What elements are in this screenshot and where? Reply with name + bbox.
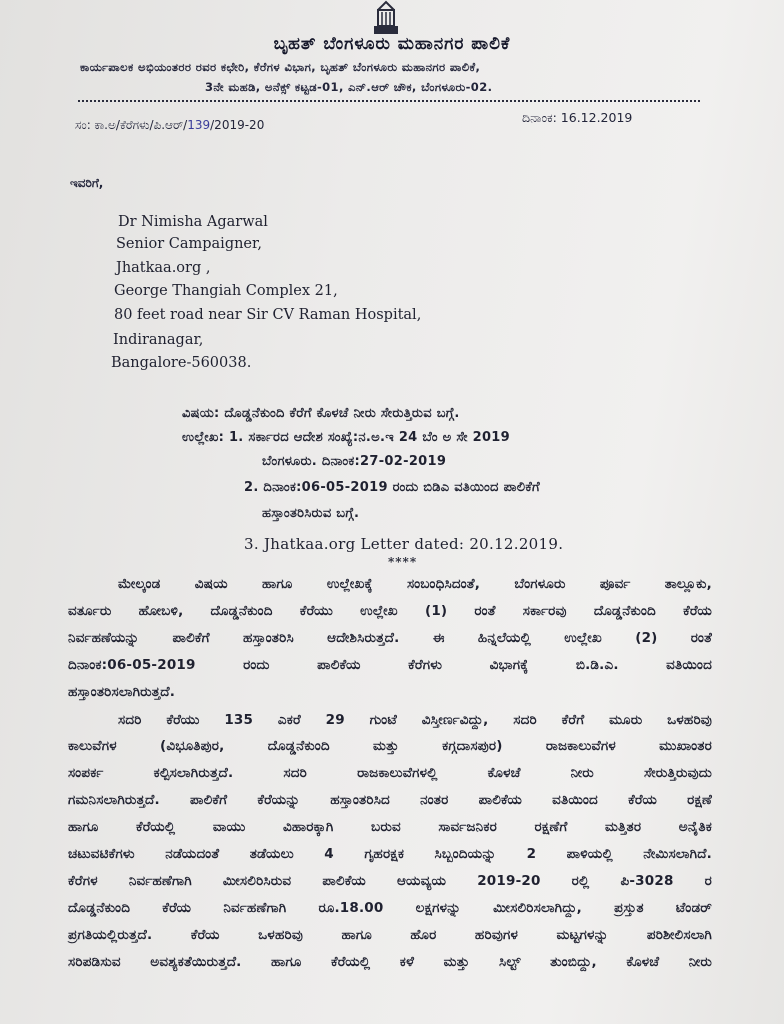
reference-prefix: ಸಂ: ಕಾ.ಅ/ಕೆರೆಗಳು/ಪಿ.ಆರ್/ — [75, 118, 188, 132]
body-line: ಚಟುವಟಿಕೆಗಳು ನಡೆಯದಂತೆ ತಡೆಯಲು 4 ಗೃಹರಕ್ಷಕ ಸಿಬ್ಬಂದಿಯನ್ನು 2 ಪಾಳಿಯಲ್ಲಿ ನೇಮಿಸಲಾಗಿದೆ. — [68, 846, 712, 862]
emblem-icon — [366, 0, 406, 36]
body-line: ಹಸ್ತಾಂತರಿಸಲಾಗಿರುತ್ತದೆ. — [68, 684, 176, 700]
address-line: Dr Nimisha Agarwal — [118, 214, 268, 230]
address-line: George Thangiah Complex 21, — [114, 283, 338, 299]
body-line: ದೊಡ್ಡನೆಕುಂದಿ ಕೆರೆಯ ನಿರ್ವಹಣೆಗಾಗಿ ರೂ.18.00 ಲಕ್ಷಗಳನ್ನು ಮೀಸಲಿರಿಸಲಾಗಿದ್ದು, ಪ್ರಸ್ತುತ ಟೆಂಡರ್ — [68, 900, 712, 916]
office-address-line-1: ಕಾರ್ಯಪಾಲಕ ಅಭಿಯಂತರರ ರವರ ಕಛೇರಿ, ಕೆರೆಗಳ ವಿಭಾಗ, ಬೃಹತ್ ಬೆಂಗಳೂರು ಮಹಾನಗರ ಪಾಲಿಕೆ, — [80, 60, 481, 74]
organization-title: ಬೃಹತ್ ಬೆಂಗಳೂರು ಮಹಾನಗರ ಪಾಲಿಕೆ — [273, 34, 511, 54]
address-line: Senior Campaigner, — [116, 236, 262, 252]
body-line: ಗಮನಿಸಲಾಗಿರುತ್ತದೆ. ಪಾಲಿಕೆಗೆ ಕೆರೆಯನ್ನು ಹಸ್ತಾಂತರಿಸಿದ ನಂತರ ಪಾಲಿಕೆಯ ವತಿಯಿಂದ ಕೆರೆಯ ರಕ್ಷಣೆ — [68, 792, 712, 808]
body-line: ದಿನಾಂಕ:06-05-2019 ರಂದು ಪಾಲಿಕೆಯ ಕೆರೆಗಳು ವಿಭಾಗಕ್ಕೆ ಬಿ.ಡಿ.ಎ. ವತಿಯಿಂದ — [68, 657, 712, 673]
office-address-line-2: 3ನೇ ಮಹಡಿ, ಅನೆಕ್ಸ್ ಕಟ್ಟಡ-01, ಎನ್.ಆರ್ ಚೌಕ, ಬೆಂಗಳೂರು-02. — [205, 80, 493, 94]
header-divider — [78, 100, 700, 102]
reference-1-line-b: ಬೆಂಗಳೂರು. ದಿನಾಂಕ:27-02-2019 — [262, 454, 447, 469]
body-line: ಪ್ರಗತಿಯಲ್ಲಿರುತ್ತದೆ. ಕೆರೆಯ ಒಳಹರಿವು ಹಾಗೂ ಹೊರ ಹರಿವುಗಳ ಮಟ್ಟಗಳನ್ನು ಪರಿಶೀಲಿಸಲಾಗಿ — [68, 927, 712, 943]
reference-number — [75, 118, 264, 133]
body-line: ಸದರಿ ಕೆರೆಯು 135 ಎಕರೆ 29 ಗುಂಟೆ ವಿಸ್ತೀರ್ಣವಿದ್ದು, ಸದರಿ ಕೆರೆಗೆ ಮೂರು ಒಳಹರಿವು — [118, 712, 712, 728]
reference-3-line: 3. Jhatkaa.org Letter dated: 20.12.2019. — [244, 535, 564, 553]
address-line: Bangalore-560038. — [111, 355, 252, 371]
body-line: ಮೇಲ್ಕಂಡ ವಿಷಯ ಹಾಗೂ ಉಲ್ಲೇಖಕ್ಕೆ ಸಂಬಂಧಿಸಿದಂತೆ, ಬೆಂಗಳೂರು ಪೂರ್ವ ತಾಲ್ಲೂಕು, — [118, 576, 712, 592]
subject-line: ವಿಷಯ: ದೊಡ್ಡನೆಕುಂದಿ ಕೆರೆಗೆ ಕೊಳಚೆ ನೀರು ಸೇರುತ್ತಿರುವ ಬಗ್ಗೆ. — [182, 406, 460, 421]
separator-stars: **** — [388, 555, 418, 569]
address-line: 80 feet road near Sir CV Raman Hospital, — [114, 307, 422, 323]
reference-handwritten-number: 139 — [187, 118, 211, 132]
reference-year: /2019-20 — [210, 118, 265, 132]
reference-2-line-a: 2. ದಿನಾಂಕ:06-05-2019 ರಂದು ಬಿಡಿಎ ವತಿಯಿಂದ ಪಾಲಿಕೆಗೆ — [244, 480, 540, 495]
body-line: ಕಾಲುವೆಗಳ (ವಿಭೂತಿಪುರ, ದೊಡ್ಡನೆಕುಂದಿ ಮತ್ತು ಕಗ್ಗದಾಸಪುರ) ರಾಜಕಾಲುವೆಗಳ ಮುಖಾಂತರ — [68, 738, 712, 754]
body-line: ಹಾಗೂ ಕೆರೆಯಲ್ಲಿ ವಾಯು ವಿಹಾರಕ್ಕಾಗಿ ಬರುವ ಸಾರ್ವಜನಿಕರ ರಕ್ಷಣೆಗೆ ಮತ್ತಿತರ ಅನೈತಿಕ — [68, 819, 712, 835]
letter-date: ದಿನಾಂಕ: 16.12.2019 — [522, 110, 633, 125]
body-line: ಕೆರೆಗಳ ನಿರ್ವಹಣೆಗಾಗಿ ಮೀಸಲಿರಿಸಿರುವ ಪಾಲಿಕೆಯ ಆಯವ್ಯಯ 2019-20 ರಲ್ಲಿ ಪಿ-3028 ರ — [68, 873, 712, 889]
body-line: ಸಂಪರ್ಕ ಕಲ್ಪಿಸಲಾಗಿರುತ್ತದೆ. ಸದರಿ ರಾಜಕಾಲುವೆಗಳಲ್ಲಿ ಕೊಳಚೆ ನೀರು ಸೇರುತ್ತಿರುವುದು — [68, 765, 712, 781]
salutation-to: ಇವರಿಗೆ, — [70, 176, 104, 190]
reference-2-line-b: ಹಸ್ತಾಂತರಿಸಿರುವ ಬಗ್ಗೆ. — [262, 506, 360, 521]
address-line: Jhatkaa.org , — [116, 260, 211, 276]
reference-1-line-a: ಉಲ್ಲೇಖ: 1. ಸರ್ಕಾರದ ಆದೇಶ ಸಂಖ್ಯೆ:ನ.ಅ.ಇ 24 ಬೆಂ ಅ ಸೇ 2019 — [182, 430, 510, 445]
address-line: Indiranagar, — [113, 332, 204, 348]
body-line: ಸರಿಪಡಿಸುವ ಅವಶ್ಯಕತೆಯಿರುತ್ತದೆ. ಹಾಗೂ ಕೆರೆಯಲ್ಲಿ ಕಳೆ ಮತ್ತು ಸಿಲ್ಟ್ ತುಂಬಿದ್ದು, ಕೊಳಚೆ ನೀರು — [68, 954, 712, 970]
body-line: ವರ್ತೂರು ಹೋಬಳಿ, ದೊಡ್ಡನೆಕುಂದಿ ಕೆರೆಯು ಉಲ್ಲೇಖ (1) ರಂತೆ ಸರ್ಕಾರವು ದೊಡ್ಡನೆಕುಂದಿ ಕೆರೆಯ — [68, 603, 712, 619]
body-line: ನಿರ್ವಹಣೆಯನ್ನು ಪಾಲಿಕೆಗೆ ಹಸ್ತಾಂತರಿಸಿ ಆದೇಶಿಸಿರುತ್ತದೆ. ಈ ಹಿನ್ನಲೆಯಲ್ಲಿ ಉಲ್ಲೇಖ (2) ರಂತೆ — [68, 630, 712, 646]
